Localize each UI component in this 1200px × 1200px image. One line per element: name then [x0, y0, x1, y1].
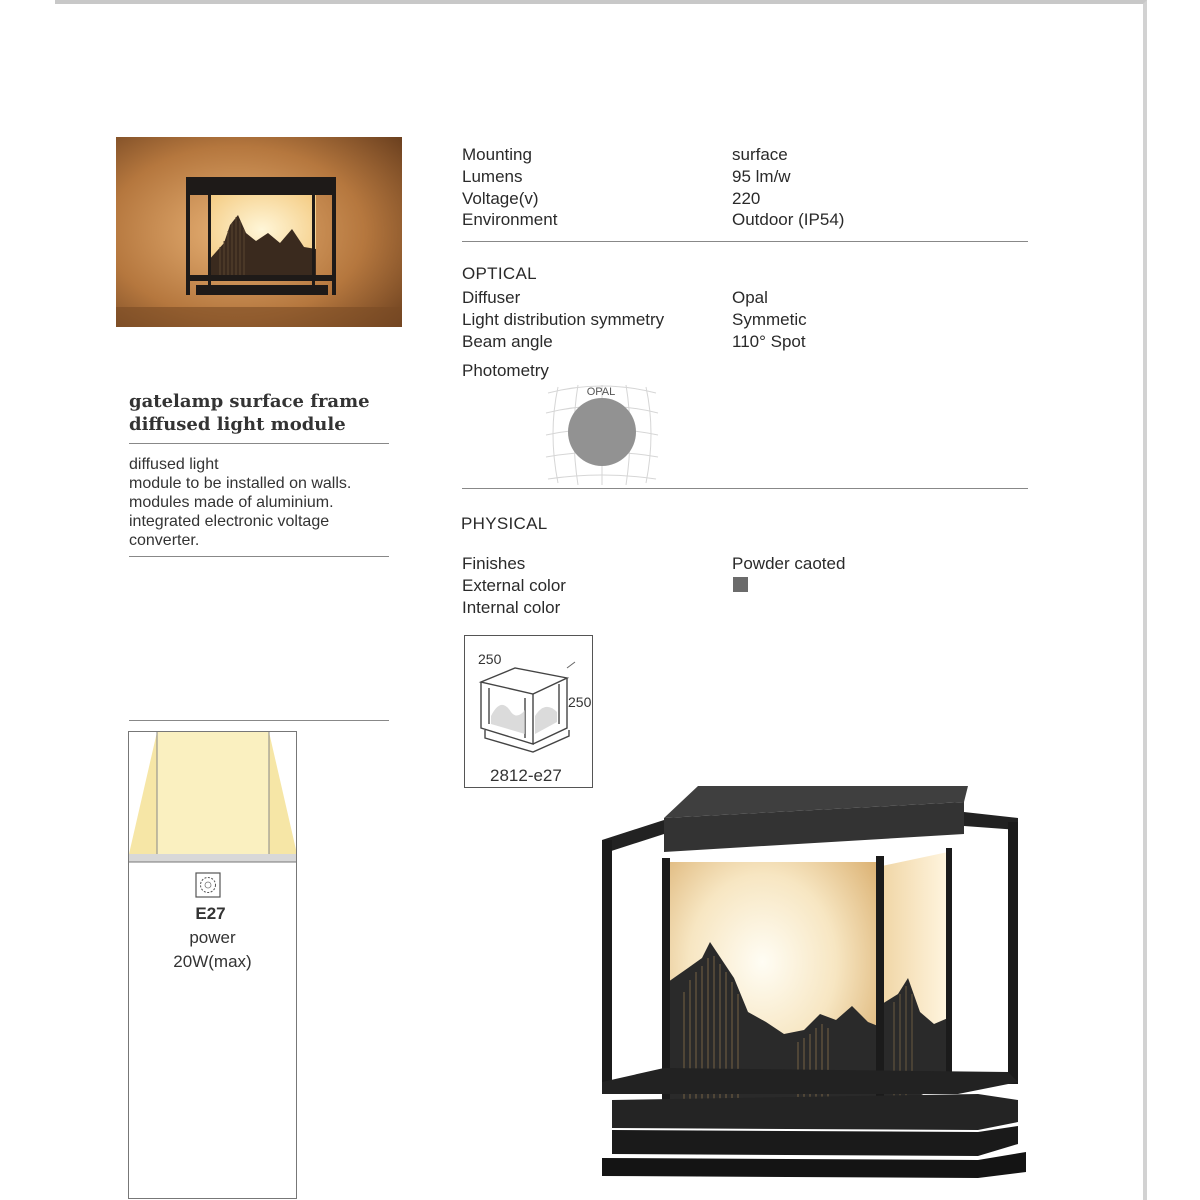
description-line: diffused light — [129, 456, 219, 473]
diffuser-label: Diffuser — [462, 288, 521, 307]
general-values — [732, 144, 844, 231]
finishes-label: Finishes — [462, 554, 526, 573]
photometry-diagram-icon — [544, 383, 660, 485]
beam-angle-label: Beam angle — [462, 331, 553, 351]
divider-optical — [462, 488, 1028, 489]
general-labels — [462, 144, 557, 231]
diffuser-value: Opal — [732, 288, 768, 307]
dim-width: 250 — [478, 651, 502, 667]
environment-label: Environment — [462, 210, 558, 230]
optical-title: OPTICAL — [462, 264, 537, 283]
dimension-box — [464, 635, 593, 788]
mounting-value: surface — [732, 145, 788, 164]
lamp-product-image — [598, 782, 1028, 1178]
physical-labels — [462, 553, 566, 618]
mounting-label: Mounting — [462, 145, 532, 164]
external-color-label: External color — [462, 575, 566, 595]
product-title-line1: gatelamp surface frame — [129, 391, 370, 412]
socket-type: E27 — [195, 904, 226, 923]
external-color-swatch — [733, 577, 748, 592]
optical-values — [732, 287, 807, 352]
finishes-value: Powder caoted — [732, 554, 846, 573]
model-number: 2812-e27 — [490, 766, 562, 785]
divider-title — [129, 443, 389, 444]
description-line: converter. — [129, 532, 200, 549]
dimension-drawing-icon — [471, 660, 581, 756]
product-description — [129, 455, 351, 550]
divider-base — [129, 720, 389, 721]
photometry-tag: OPAL — [586, 386, 616, 398]
photometry-label: Photometry — [462, 361, 549, 380]
divider-general — [462, 241, 1028, 242]
description-line: modules made of aluminium. — [129, 494, 334, 511]
symmetry-value: Symmetic — [732, 309, 807, 329]
beam-angle-value: 110° Spot — [732, 331, 806, 351]
voltage-label: Voltage(v) — [462, 188, 539, 208]
physical-title: PHYSICAL — [461, 514, 548, 533]
power-value: 20W(max) — [173, 952, 252, 971]
power-label: power — [189, 928, 236, 947]
symmetry-label: Light distribution symmetry — [462, 309, 665, 329]
e27-socket-icon — [195, 872, 221, 898]
beam-diagram-icon — [129, 732, 296, 864]
product-title-line2: diffused light module — [129, 414, 346, 435]
environment-value: Outdoor (IP54) — [732, 210, 845, 230]
description-line: integrated electronic voltage — [129, 513, 330, 530]
lamp-photo-image — [116, 137, 402, 327]
lumens-label: Lumens — [462, 166, 523, 186]
dim-height: 250 — [568, 694, 592, 710]
internal-color-label: Internal color — [462, 597, 561, 617]
description-line: module to be installed on walls. — [129, 475, 352, 492]
lumens-value: 95 lm/w — [732, 166, 791, 186]
product-title — [129, 390, 370, 436]
divider-description — [129, 556, 389, 557]
voltage-value: 220 — [732, 188, 761, 208]
optical-labels — [462, 287, 664, 352]
